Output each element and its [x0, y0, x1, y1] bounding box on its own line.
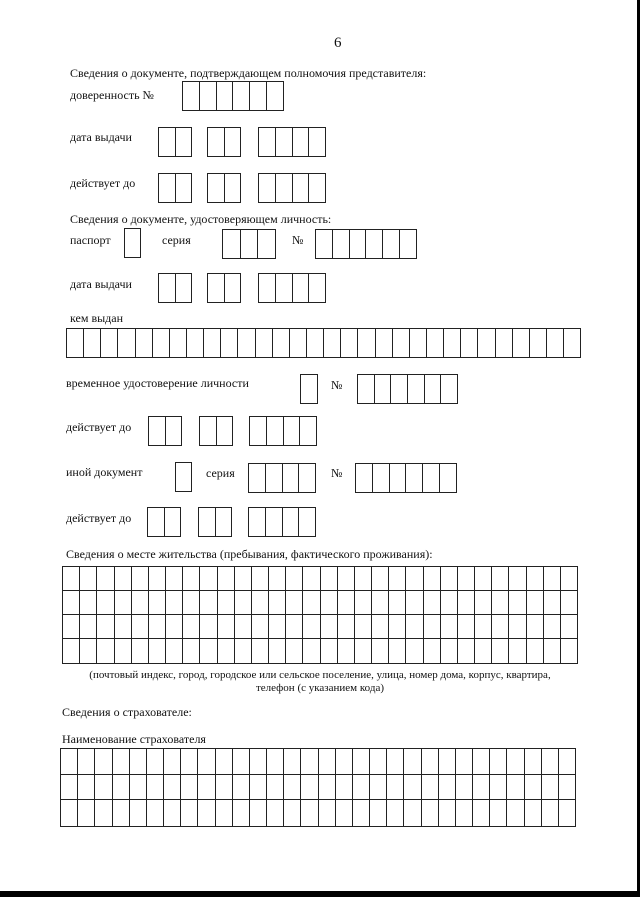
char-cell[interactable]	[181, 800, 198, 826]
char-cell[interactable]	[422, 749, 439, 774]
scan-edge-bottom	[0, 891, 640, 897]
char-cell[interactable]	[473, 749, 490, 774]
char-cell[interactable]	[473, 775, 490, 800]
char-cell[interactable]	[115, 639, 132, 663]
char-cell[interactable]	[216, 749, 233, 774]
char-cell[interactable]	[284, 775, 301, 800]
passport-number-label: №	[292, 233, 304, 247]
char-cell[interactable]	[303, 591, 320, 614]
char-cell[interactable]	[284, 800, 301, 826]
char-cell[interactable]	[63, 591, 80, 614]
char-cell[interactable]	[136, 329, 153, 357]
issued-by-label: кем выдан	[70, 311, 124, 325]
char-cell[interactable]	[353, 775, 370, 800]
char-cell[interactable]	[286, 591, 303, 614]
char-cell[interactable]	[132, 639, 149, 663]
char-cell[interactable]	[544, 567, 561, 590]
char-cell[interactable]	[61, 749, 78, 774]
char-cell[interactable]	[372, 567, 389, 590]
char-cell[interactable]	[458, 639, 475, 663]
char-cell[interactable]	[338, 567, 355, 590]
char-cell[interactable]	[132, 591, 149, 614]
char-cell[interactable]	[387, 749, 404, 774]
char-cell[interactable]	[149, 639, 166, 663]
char-cell[interactable]	[216, 775, 233, 800]
char-cell[interactable]	[235, 591, 252, 614]
char-cell[interactable]	[267, 775, 284, 800]
representative-doc-heading: Сведения о документе, подтверждающем полномочия представителя:	[70, 66, 427, 80]
char-cell[interactable]	[319, 775, 336, 800]
char-cell[interactable]	[233, 749, 250, 774]
passport-issue-date-label: дата выдачи	[70, 277, 132, 291]
char-cell[interactable]	[252, 615, 269, 638]
char-cell[interactable]	[269, 591, 286, 614]
char-cell[interactable]	[370, 775, 387, 800]
char-cell[interactable]	[338, 591, 355, 614]
char-cell[interactable]	[458, 615, 475, 638]
char-cell[interactable]	[130, 749, 147, 774]
char-cell[interactable]	[372, 639, 389, 663]
char-cell[interactable]	[321, 567, 338, 590]
char-cell[interactable]	[404, 800, 421, 826]
char-cell[interactable]	[147, 749, 164, 774]
char-cell[interactable]	[410, 329, 427, 357]
char-cell[interactable]	[130, 800, 147, 826]
other-doc-series-label: серия	[206, 466, 235, 480]
char-cell[interactable]	[561, 567, 577, 590]
char-cell[interactable]	[544, 591, 561, 614]
char-cell[interactable]	[256, 329, 273, 357]
char-cell[interactable]	[84, 329, 101, 357]
char-cell[interactable]	[525, 775, 542, 800]
char-cell[interactable]	[269, 567, 286, 590]
char-cell[interactable]	[507, 775, 524, 800]
other-doc-valid-until-label: действует до	[66, 511, 132, 525]
power-of-attorney-label: доверенность №	[70, 88, 154, 102]
attorney-valid-month-boxes[interactable]	[207, 173, 241, 203]
char-cell[interactable]	[424, 567, 441, 590]
attorney-issue-day-boxes[interactable]	[158, 127, 192, 157]
char-cell[interactable]	[338, 639, 355, 663]
char-cell[interactable]	[97, 567, 114, 590]
char-cell[interactable]	[389, 591, 406, 614]
char-cell[interactable]	[393, 329, 410, 357]
char-cell[interactable]	[149, 615, 166, 638]
char-cell[interactable]	[321, 591, 338, 614]
char-cell[interactable]	[200, 639, 217, 663]
char-cell[interactable]	[183, 639, 200, 663]
char-cell[interactable]	[319, 800, 336, 826]
grid-row	[61, 749, 575, 775]
char-cell[interactable]	[218, 639, 235, 663]
passport-issue-month-boxes[interactable]	[207, 273, 241, 303]
passport-label: паспорт	[70, 233, 111, 247]
char-cell[interactable]	[355, 615, 372, 638]
passport-number-boxes[interactable]	[315, 229, 417, 259]
char-cell[interactable]	[63, 567, 80, 590]
char-cell[interactable]	[509, 639, 526, 663]
char-cell[interactable]	[95, 749, 112, 774]
char-cell[interactable]	[559, 800, 575, 826]
char-cell[interactable]	[198, 775, 215, 800]
char-cell[interactable]	[78, 800, 95, 826]
char-cell[interactable]	[181, 775, 198, 800]
char-cell[interactable]	[235, 567, 252, 590]
char-cell[interactable]	[153, 329, 170, 357]
char-cell[interactable]	[441, 639, 458, 663]
char-cell[interactable]	[341, 329, 358, 357]
attorney-valid-until-label: действует до	[70, 176, 136, 190]
char-cell[interactable]	[492, 615, 509, 638]
char-cell[interactable]	[164, 800, 181, 826]
grid-row	[63, 615, 577, 639]
other-doc-valid-day-boxes[interactable]	[147, 507, 181, 537]
temp-id-valid-until-label: действует до	[66, 420, 132, 434]
char-cell[interactable]	[544, 615, 561, 638]
char-cell[interactable]	[444, 329, 461, 357]
char-cell[interactable]	[61, 775, 78, 800]
char-cell[interactable]	[547, 329, 564, 357]
char-cell[interactable]	[456, 775, 473, 800]
char-cell[interactable]	[204, 329, 221, 357]
char-cell[interactable]	[238, 329, 255, 357]
other-doc-checkbox[interactable]	[175, 462, 192, 492]
char-cell[interactable]	[235, 615, 252, 638]
char-cell[interactable]	[424, 615, 441, 638]
char-cell[interactable]	[355, 591, 372, 614]
insurer-name-label: Наименование страхователя	[62, 732, 206, 746]
char-cell[interactable]	[542, 775, 559, 800]
other-doc-valid-year-boxes[interactable]	[248, 507, 316, 537]
char-cell[interactable]	[200, 615, 217, 638]
char-cell[interactable]	[542, 800, 559, 826]
char-cell[interactable]	[525, 800, 542, 826]
char-cell[interactable]	[544, 639, 561, 663]
char-cell[interactable]	[187, 329, 204, 357]
passport-checkbox[interactable]	[124, 228, 141, 258]
char-cell[interactable]	[113, 775, 130, 800]
char-cell[interactable]	[475, 591, 492, 614]
char-cell[interactable]	[115, 567, 132, 590]
page-number: 6	[334, 35, 342, 51]
residence-heading: Сведения о месте жительства (пребывания, фактического проживания):	[66, 547, 433, 561]
insurer-heading: Сведения о страхователе:	[62, 705, 192, 719]
char-cell[interactable]	[218, 567, 235, 590]
char-cell[interactable]	[63, 615, 80, 638]
char-cell[interactable]	[439, 749, 456, 774]
char-cell[interactable]	[324, 329, 341, 357]
temp-id-checkbox[interactable]	[300, 374, 318, 404]
grid-row	[63, 639, 577, 663]
char-cell[interactable]	[252, 639, 269, 663]
char-cell[interactable]	[387, 800, 404, 826]
char-cell[interactable]	[284, 749, 301, 774]
char-cell[interactable]	[164, 749, 181, 774]
char-cell[interactable]	[353, 800, 370, 826]
char-cell[interactable]	[115, 615, 132, 638]
char-cell[interactable]	[336, 800, 353, 826]
char-cell[interactable]	[301, 749, 318, 774]
char-cell[interactable]	[97, 615, 114, 638]
char-cell[interactable]	[132, 567, 149, 590]
power-of-attorney-number-boxes[interactable]	[182, 81, 284, 111]
passport-issue-year-boxes[interactable]	[258, 273, 326, 303]
char-cell[interactable]	[456, 800, 473, 826]
char-cell[interactable]	[273, 329, 290, 357]
char-cell[interactable]	[509, 615, 526, 638]
char-cell[interactable]	[473, 800, 490, 826]
char-cell[interactable]	[301, 800, 318, 826]
char-cell[interactable]	[132, 615, 149, 638]
char-cell[interactable]	[200, 591, 217, 614]
char-cell[interactable]	[542, 749, 559, 774]
grid-row	[63, 567, 577, 591]
char-cell[interactable]	[80, 615, 97, 638]
char-cell[interactable]	[198, 800, 215, 826]
char-cell[interactable]	[422, 775, 439, 800]
char-cell[interactable]	[490, 800, 507, 826]
char-cell[interactable]	[338, 615, 355, 638]
char-cell[interactable]	[113, 749, 130, 774]
char-cell[interactable]	[456, 749, 473, 774]
char-cell[interactable]	[235, 639, 252, 663]
other-doc-number-boxes[interactable]	[355, 463, 457, 493]
char-cell[interactable]	[166, 615, 183, 638]
char-cell[interactable]	[370, 749, 387, 774]
char-cell[interactable]	[404, 775, 421, 800]
char-cell[interactable]	[475, 639, 492, 663]
char-cell[interactable]	[115, 591, 132, 614]
char-cell[interactable]	[492, 567, 509, 590]
char-cell[interactable]	[422, 800, 439, 826]
char-cell[interactable]	[267, 800, 284, 826]
char-cell[interactable]	[370, 800, 387, 826]
char-cell[interactable]	[147, 775, 164, 800]
char-cell[interactable]	[461, 329, 478, 357]
char-cell[interactable]	[303, 639, 320, 663]
char-cell[interactable]	[387, 775, 404, 800]
insurer-name-grid[interactable]	[60, 748, 576, 827]
char-cell[interactable]	[216, 800, 233, 826]
char-cell[interactable]	[355, 639, 372, 663]
temp-id-valid-day-boxes[interactable]	[148, 416, 182, 446]
char-cell[interactable]	[290, 329, 307, 357]
char-cell[interactable]	[233, 800, 250, 826]
char-cell[interactable]	[336, 775, 353, 800]
char-cell[interactable]	[336, 749, 353, 774]
char-cell[interactable]	[458, 591, 475, 614]
char-cell[interactable]	[181, 749, 198, 774]
char-cell[interactable]	[478, 329, 495, 357]
char-cell[interactable]	[527, 615, 544, 638]
char-cell[interactable]	[221, 329, 238, 357]
residence-note-line-1: (почтовый индекс, город, городское или сельское поселение, улица, номер дома, корпус, квартира,	[89, 669, 551, 681]
char-cell[interactable]	[564, 329, 580, 357]
temp-id-label: временное удостоверение личности	[66, 376, 249, 390]
char-cell[interactable]	[166, 567, 183, 590]
residence-address-grid[interactable]	[62, 566, 578, 664]
char-cell[interactable]	[252, 567, 269, 590]
char-cell[interactable]	[492, 639, 509, 663]
char-cell[interactable]	[404, 749, 421, 774]
char-cell[interactable]	[490, 749, 507, 774]
char-cell[interactable]	[269, 639, 286, 663]
char-cell[interactable]	[406, 567, 423, 590]
char-cell[interactable]	[389, 639, 406, 663]
char-cell[interactable]	[372, 591, 389, 614]
char-cell[interactable]	[389, 567, 406, 590]
char-cell[interactable]	[200, 567, 217, 590]
char-cell[interactable]	[358, 329, 375, 357]
char-cell[interactable]	[458, 567, 475, 590]
identity-doc-heading: Сведения о документе, удостоверяющем личность:	[70, 212, 332, 226]
attorney-valid-year-boxes[interactable]	[258, 173, 326, 203]
char-cell[interactable]	[321, 615, 338, 638]
char-cell[interactable]	[527, 567, 544, 590]
char-cell[interactable]	[80, 591, 97, 614]
char-cell[interactable]	[321, 639, 338, 663]
char-cell[interactable]	[559, 775, 575, 800]
attorney-issue-date-label: дата выдачи	[70, 130, 132, 144]
char-cell[interactable]	[424, 639, 441, 663]
temp-id-valid-month-boxes[interactable]	[199, 416, 233, 446]
char-cell[interactable]	[95, 775, 112, 800]
char-cell[interactable]	[372, 615, 389, 638]
other-doc-label: иной документ	[66, 465, 143, 479]
passport-series-boxes[interactable]	[222, 229, 276, 259]
char-cell[interactable]	[80, 567, 97, 590]
char-cell[interactable]	[166, 591, 183, 614]
char-cell[interactable]	[406, 615, 423, 638]
char-cell[interactable]	[183, 567, 200, 590]
char-cell[interactable]	[170, 329, 187, 357]
char-cell[interactable]	[427, 329, 444, 357]
char-cell[interactable]	[166, 639, 183, 663]
char-cell[interactable]	[198, 749, 215, 774]
char-cell[interactable]	[80, 639, 97, 663]
char-cell[interactable]	[527, 639, 544, 663]
char-cell[interactable]	[441, 591, 458, 614]
char-cell[interactable]	[355, 567, 372, 590]
char-cell[interactable]	[509, 591, 526, 614]
char-cell[interactable]	[164, 775, 181, 800]
temp-id-number-label: №	[331, 378, 343, 392]
char-cell[interactable]	[561, 591, 577, 614]
grid-row	[61, 800, 575, 826]
char-cell[interactable]	[250, 749, 267, 774]
char-cell[interactable]	[97, 591, 114, 614]
char-cell[interactable]	[233, 775, 250, 800]
char-cell[interactable]	[149, 567, 166, 590]
char-cell[interactable]	[439, 800, 456, 826]
passport-issue-day-boxes[interactable]	[158, 273, 192, 303]
char-cell[interactable]	[183, 615, 200, 638]
char-cell[interactable]	[218, 591, 235, 614]
char-cell[interactable]	[130, 775, 147, 800]
char-cell[interactable]	[118, 329, 135, 357]
char-cell[interactable]	[561, 615, 577, 638]
char-cell[interactable]	[147, 800, 164, 826]
char-cell[interactable]	[475, 615, 492, 638]
char-cell[interactable]	[78, 749, 95, 774]
char-cell[interactable]	[303, 615, 320, 638]
passport-series-label: серия	[162, 233, 191, 247]
char-cell[interactable]	[286, 615, 303, 638]
char-cell[interactable]	[319, 749, 336, 774]
char-cell[interactable]	[61, 800, 78, 826]
temp-id-number-boxes[interactable]	[357, 374, 458, 404]
char-cell[interactable]	[559, 749, 575, 774]
other-doc-valid-month-boxes[interactable]	[198, 507, 232, 537]
issued-by-boxes[interactable]	[66, 328, 581, 358]
char-cell[interactable]	[78, 775, 95, 800]
residence-note-line-2: телефон (с указанием кода)	[255, 682, 385, 694]
grid-row	[63, 591, 577, 615]
char-cell[interactable]	[490, 775, 507, 800]
char-cell[interactable]	[389, 615, 406, 638]
char-cell[interactable]	[183, 591, 200, 614]
char-cell[interactable]	[267, 749, 284, 774]
char-cell[interactable]	[269, 615, 286, 638]
char-cell[interactable]	[513, 329, 530, 357]
char-cell[interactable]	[406, 639, 423, 663]
char-cell[interactable]	[525, 749, 542, 774]
char-cell[interactable]	[286, 567, 303, 590]
char-cell[interactable]	[527, 591, 544, 614]
char-cell[interactable]	[301, 775, 318, 800]
char-cell[interactable]	[97, 639, 114, 663]
char-cell[interactable]	[95, 800, 112, 826]
char-cell[interactable]	[101, 329, 118, 357]
char-cell[interactable]	[475, 567, 492, 590]
char-cell[interactable]	[149, 591, 166, 614]
char-cell[interactable]	[509, 567, 526, 590]
char-cell[interactable]	[376, 329, 393, 357]
char-cell[interactable]	[307, 329, 324, 357]
char-cell[interactable]	[113, 800, 130, 826]
temp-id-valid-year-boxes[interactable]	[249, 416, 317, 446]
char-cell[interactable]	[530, 329, 547, 357]
char-cell[interactable]	[439, 775, 456, 800]
char-cell[interactable]	[507, 800, 524, 826]
char-cell[interactable]	[286, 639, 303, 663]
char-cell[interactable]	[441, 567, 458, 590]
attorney-issue-year-boxes[interactable]	[258, 127, 326, 157]
char-cell[interactable]	[406, 591, 423, 614]
char-cell[interactable]	[250, 800, 267, 826]
other-doc-series-boxes[interactable]	[248, 463, 316, 493]
char-cell[interactable]	[250, 775, 267, 800]
char-cell[interactable]	[441, 615, 458, 638]
attorney-issue-month-boxes[interactable]	[207, 127, 241, 157]
char-cell[interactable]	[252, 591, 269, 614]
char-cell[interactable]	[424, 591, 441, 614]
char-cell[interactable]	[353, 749, 370, 774]
other-doc-number-label: №	[331, 466, 343, 480]
char-cell[interactable]	[507, 749, 524, 774]
char-cell[interactable]	[67, 329, 84, 357]
char-cell[interactable]	[561, 639, 577, 663]
char-cell[interactable]	[303, 567, 320, 590]
attorney-valid-day-boxes[interactable]	[158, 173, 192, 203]
char-cell[interactable]	[218, 615, 235, 638]
char-cell[interactable]	[496, 329, 513, 357]
char-cell[interactable]	[63, 639, 80, 663]
grid-row	[61, 775, 575, 801]
char-cell[interactable]	[492, 591, 509, 614]
